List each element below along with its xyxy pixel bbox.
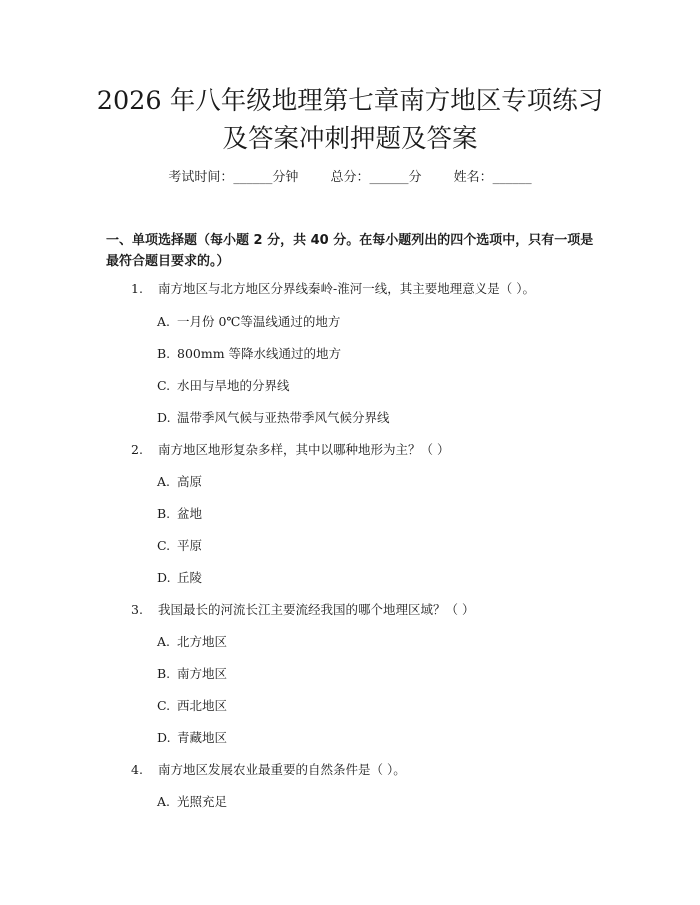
- question-3-option-d: [157, 729, 227, 747]
- question-number: 3.: [131, 602, 143, 617]
- option-letter: D.: [157, 570, 171, 585]
- student-name-field: 姓名：______: [453, 170, 532, 185]
- question-text: 南方地区地形复杂多样，其中以哪种地形为主？（ ）: [158, 442, 450, 457]
- option-letter: C.: [157, 378, 171, 393]
- document-title: [60, 82, 640, 158]
- question-4-option-a: [157, 793, 227, 811]
- option-letter: B.: [157, 666, 171, 681]
- option-text: 高原: [177, 474, 203, 489]
- option-letter: A.: [157, 634, 171, 649]
- option-letter: B.: [157, 346, 171, 361]
- question-text: 南方地区与北方地区分界线秦岭-淮河一线，其主要地理意义是（ ）。: [158, 281, 535, 296]
- option-text: 平原: [177, 538, 203, 553]
- question-2: [131, 441, 449, 459]
- question-2-option-a: [157, 473, 202, 491]
- option-letter: A.: [157, 474, 171, 489]
- question-4: [131, 761, 406, 779]
- question-number: 4.: [131, 762, 143, 777]
- question-number: 2.: [131, 442, 143, 457]
- question-2-option-c: [157, 537, 202, 555]
- option-text: 800mm 等降水线通过的地方: [177, 346, 342, 361]
- question-2-option-b: [157, 505, 202, 523]
- question-2-option-d: [157, 569, 202, 587]
- option-letter: D.: [157, 410, 171, 425]
- option-text: 西北地区: [177, 698, 228, 713]
- option-text: 光照充足: [177, 794, 228, 809]
- question-text: 南方地区发展农业最重要的自然条件是（ ）。: [158, 762, 406, 777]
- exam-total-score: 总分：______分: [330, 170, 422, 185]
- option-letter: D.: [157, 730, 171, 745]
- exam-time: 考试时间：______分钟: [168, 170, 299, 185]
- question-1-option-d: [157, 409, 390, 427]
- option-letter: C.: [157, 538, 171, 553]
- title-line-1: 2026 年八年级地理第七章南方地区专项练习: [96, 86, 604, 116]
- option-letter: B.: [157, 506, 171, 521]
- option-text: 北方地区: [177, 634, 228, 649]
- question-1-option-a: [157, 313, 340, 331]
- question-3-option-b: [157, 665, 227, 683]
- question-3: [131, 601, 474, 619]
- question-1-option-b: [157, 345, 341, 363]
- option-letter: C.: [157, 698, 171, 713]
- title-line-2: 及答案冲刺押题及答案: [222, 124, 478, 154]
- option-letter: A.: [157, 314, 171, 329]
- question-number: 1.: [131, 281, 143, 296]
- option-text: 盆地: [177, 506, 203, 521]
- option-text: 丘陵: [177, 570, 203, 585]
- question-3-option-c: [157, 697, 227, 715]
- option-text: 青藏地区: [177, 730, 228, 745]
- option-text: 南方地区: [177, 666, 228, 681]
- question-3-option-a: [157, 633, 227, 651]
- question-text: 我国最长的河流长江主要流经我国的哪个地理区域？（ ）: [158, 602, 475, 617]
- option-letter: A.: [157, 794, 171, 809]
- question-1-option-c: [157, 377, 290, 395]
- option-text: 水田与旱地的分界线: [177, 378, 290, 393]
- section-heading: 一、单项选择题（每小题 2 分，共 40 分。在每小题列出的四个选项中，只有一项是最符合题目要求的。）: [106, 233, 594, 269]
- option-text: 一月份 0℃等温线通过的地方: [177, 314, 341, 329]
- exam-meta: [0, 168, 700, 188]
- question-1: [131, 280, 535, 298]
- option-text: 温带季风气候与亚热带季风气候分界线: [177, 410, 390, 425]
